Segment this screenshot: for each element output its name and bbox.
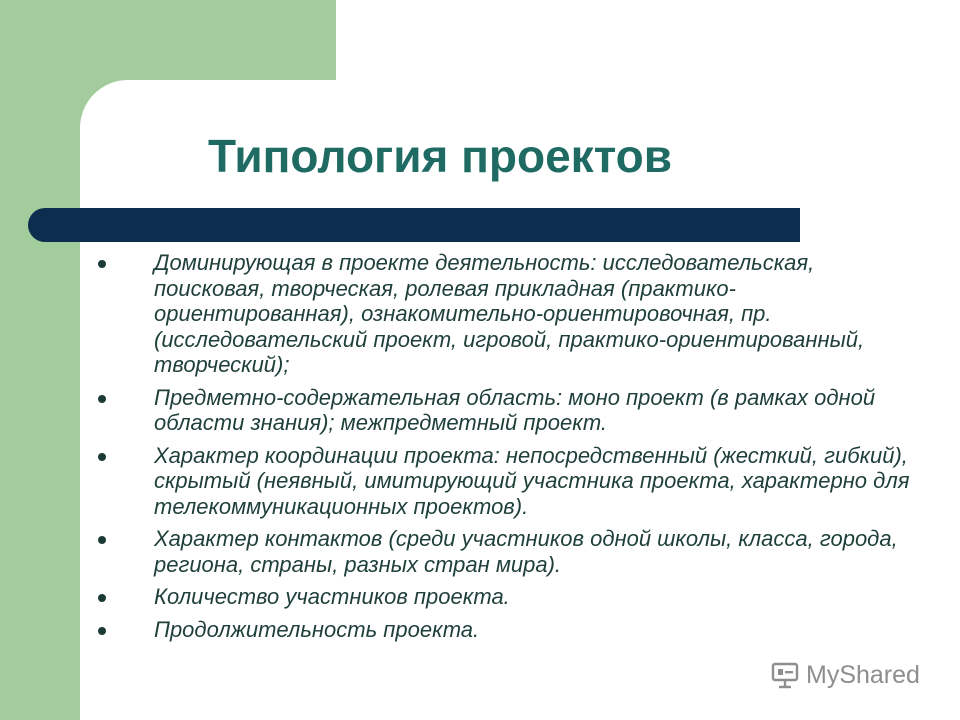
left-green-strip (0, 0, 80, 720)
bullet-item-subject-area (94, 385, 914, 436)
title-underline-bar (28, 208, 800, 242)
bullet-text: Количество участников проекта. (154, 584, 510, 609)
presentation-board-icon (770, 660, 800, 690)
bullet-dot-icon (98, 627, 106, 635)
bullet-text: Предметно-содержательная область: моно проект (в рамках одной области знания); межпредметный проект. (154, 384, 876, 435)
bullet-dot-icon (98, 453, 106, 461)
bullet-dot-icon (98, 594, 106, 602)
watermark (770, 658, 920, 692)
bullet-text: Продолжительность проекта. (154, 616, 480, 642)
bullet-dot-icon (98, 260, 106, 268)
bullet-list (94, 250, 914, 649)
bullet-text: Характер координации проекта: непосредственный (жесткий, гибкий), скрытый (неявный, имитирующий участника проекта, характерно для телекоммуникационных проектов). (154, 442, 910, 519)
bullet-dot-icon (98, 395, 106, 403)
bullet-item-duration (94, 617, 914, 643)
watermark-text: MyShared (806, 660, 920, 689)
bullet-item-activity (94, 250, 914, 378)
slide-title: Типология проектов (207, 130, 673, 182)
bullet-item-coordination (94, 443, 914, 520)
bullet-item-participants (94, 584, 914, 610)
bullet-item-contacts (94, 526, 914, 577)
bullet-text: Характер контактов (среди участников одной школы, класса, города, региона, страны, разных стран мира). (154, 526, 898, 577)
bullet-text: Доминирующая в проекте деятельность: исследовательская, поисковая, творческая, ролевая прикладная (практико-ориентированная), ознакомительно-ориентировочная, пр. (исследовательский проект, игровой, практико-ориентированный, творческий); (154, 250, 865, 377)
bullet-dot-icon (98, 536, 106, 544)
